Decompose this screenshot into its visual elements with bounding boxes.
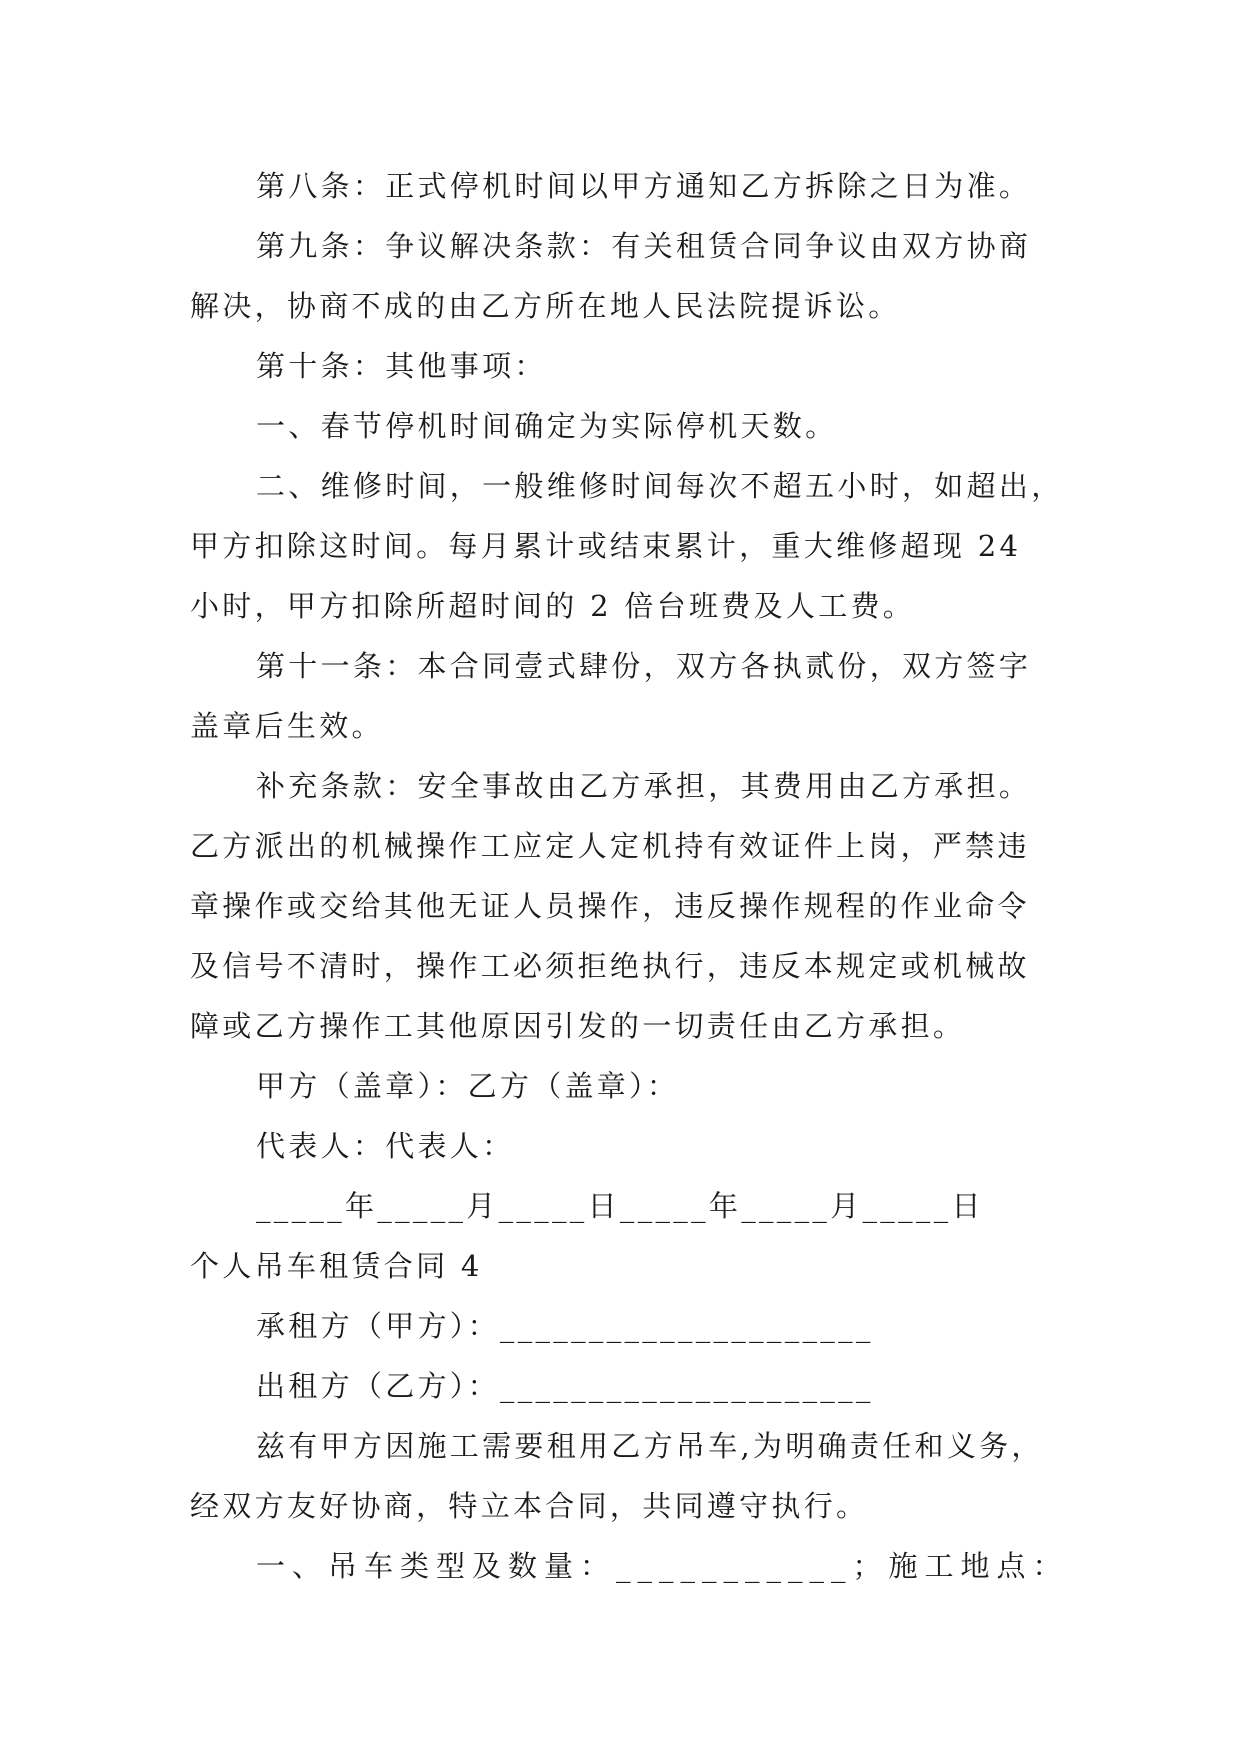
article-11-line-2: 盖章后生效。 bbox=[190, 709, 384, 743]
article-11-line-1: 第十一条：本合同壹式肆份，双方各执贰份，双方签字 bbox=[256, 649, 1032, 683]
contract-4-title: 个人吊车租赁合同 4 bbox=[190, 1249, 483, 1283]
lessee-line: 承租方（甲方）：_____________________ bbox=[256, 1309, 874, 1343]
supplementary-line-1: 补充条款：安全事故由乙方承担，其费用由乙方承担。 bbox=[256, 769, 1032, 803]
article-10-heading: 第十条：其他事项： bbox=[256, 349, 547, 383]
supplementary-line-2: 乙方派出的机械操作工应定人定机持有效证件上岗，严禁违 bbox=[190, 829, 1030, 863]
article-9-line-1: 第九条：争议解决条款：有关租赁合同争议由双方协商 bbox=[256, 229, 1032, 263]
representative-line: 代表人：代表人： bbox=[256, 1129, 515, 1163]
crane-type-line: 一、吊车类型及数量：___________；施工地点： bbox=[256, 1549, 1069, 1583]
preamble-line-1: 兹有甲方因施工需要租用乙方吊车,为明确责任和义务， bbox=[256, 1429, 1044, 1463]
preamble-line-2: 经双方友好协商，特立本合同，共同遵守执行。 bbox=[190, 1489, 869, 1523]
lessor-line: 出租方（乙方）：_____________________ bbox=[256, 1369, 874, 1403]
article-10-item-2-line-3: 小时，甲方扣除所超时间的 2 倍台班费及人工费。 bbox=[190, 589, 916, 623]
article-10-item-1: 一、春节停机时间确定为实际停机天数。 bbox=[256, 409, 838, 443]
article-10-item-2-line-1: 二、维修时间，一般维修时间每次不超五小时，如超出， bbox=[256, 469, 1064, 503]
supplementary-line-5: 障或乙方操作工其他原因引发的一切责任由乙方承担。 bbox=[190, 1009, 966, 1043]
supplementary-line-3: 章操作或交给其他无证人员操作，违反操作规程的作业命令 bbox=[190, 889, 1030, 923]
article-10-item-2-line-2: 甲方扣除这时间。每月累计或结束累计，重大维修超现 24 bbox=[190, 529, 1022, 563]
article-9-line-2: 解决，协商不成的由乙方所在地人民法院提诉讼。 bbox=[190, 289, 901, 323]
seal-line: 甲方（盖章）：乙方（盖章）： bbox=[256, 1069, 680, 1103]
date-line: _____年_____月_____日_____年_____月_____日 bbox=[256, 1189, 984, 1223]
article-8: 第八条：正式停机时间以甲方通知乙方拆除之日为准。 bbox=[256, 169, 1032, 203]
supplementary-line-4: 及信号不清时，操作工必须拒绝执行，违反本规定或机械故 bbox=[190, 949, 1030, 983]
document-body bbox=[190, 156, 1069, 1596]
